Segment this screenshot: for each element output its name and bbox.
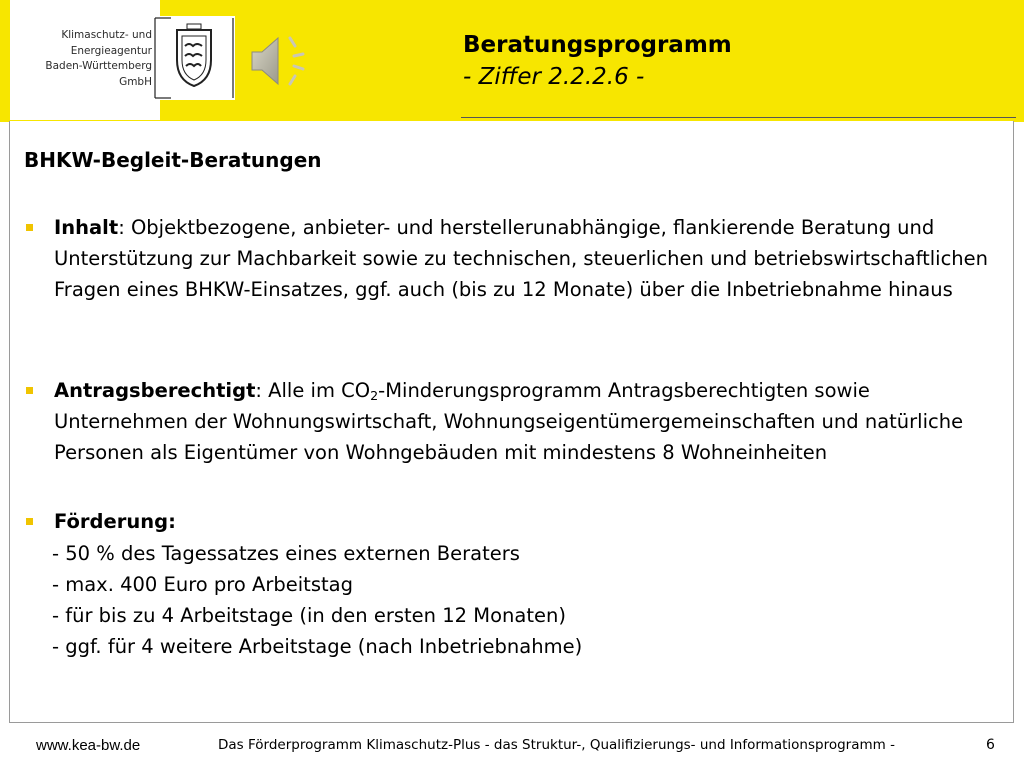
bullet-term: Förderung: bbox=[54, 510, 176, 533]
bullet-marker bbox=[26, 387, 33, 394]
org-name bbox=[24, 28, 152, 90]
org-name-line: Klimaschutz- und bbox=[61, 29, 152, 41]
org-name-line: Baden-Württemberg bbox=[45, 60, 152, 72]
page-number: 6 bbox=[986, 737, 995, 753]
speaker-icon[interactable] bbox=[250, 32, 316, 90]
bullet-inhalt bbox=[24, 212, 1000, 305]
list-item: - für bis zu 4 Arbeitstage (in den ersten 12 Monaten) bbox=[52, 604, 566, 627]
section-heading: BHKW-Begleit-Beratungen bbox=[24, 148, 322, 172]
bullet-marker bbox=[26, 518, 33, 525]
bullet-term: Inhalt bbox=[54, 216, 119, 239]
bullet-marker bbox=[26, 224, 33, 231]
footer-text: Das Förderprogramm Klimaschutz-Plus - das Struktur-, Qualifizierungs- und Informationsprogramm - bbox=[218, 737, 895, 753]
slide-subtitle: - Ziffer 2.2.2.6 - bbox=[463, 64, 645, 90]
co2-subscript: 2 bbox=[370, 388, 379, 404]
org-name-line: GmbH bbox=[119, 75, 152, 88]
state-crest-icon bbox=[153, 16, 235, 100]
bullet-text: : Objektbezogene, anbieter- und herstellerunabhängige, flankierende Beratung und Unterstützung zur Machbarkeit sowie zu technischen, steuerlichen und betriebswirtschaftlichen Fragen eines BHKW-Einsatzes, ggf. auch (bis zu 12 Monate) über die Inbetriebnahme hinaus bbox=[54, 216, 989, 301]
foerderung-list bbox=[52, 538, 582, 662]
logo bbox=[10, 0, 160, 120]
slide-title: Beratungsprogramm bbox=[463, 32, 732, 58]
bullet-term: Antragsberechtigt bbox=[54, 379, 256, 402]
bullet-foerderung bbox=[24, 506, 1000, 537]
list-item: - ggf. für 4 weitere Arbeitstage (nach Inbetriebnahme) bbox=[52, 635, 583, 658]
list-item: - 50 % des Tagessatzes eines externen Beraters bbox=[52, 542, 520, 565]
bullet-text: : Alle im CO bbox=[255, 379, 371, 402]
org-name-line: Energieagentur bbox=[70, 44, 152, 57]
footer-url[interactable]: www.kea-bw.de bbox=[36, 737, 141, 754]
bullet-antragsberechtigt bbox=[24, 375, 1000, 468]
list-item: - max. 400 Euro pro Arbeitstag bbox=[52, 573, 353, 596]
title-divider bbox=[461, 117, 1016, 118]
bullet-text: -Minderungsprogramm Antragsberechtigten sowie Unternehmen der Wohnungswirtschaft, Wohnungseigentümergemeinschaften und natürliche Personen als Eigentümer von Wohngebäuden mit mindestens 8 Wohneinheiten bbox=[54, 379, 964, 464]
